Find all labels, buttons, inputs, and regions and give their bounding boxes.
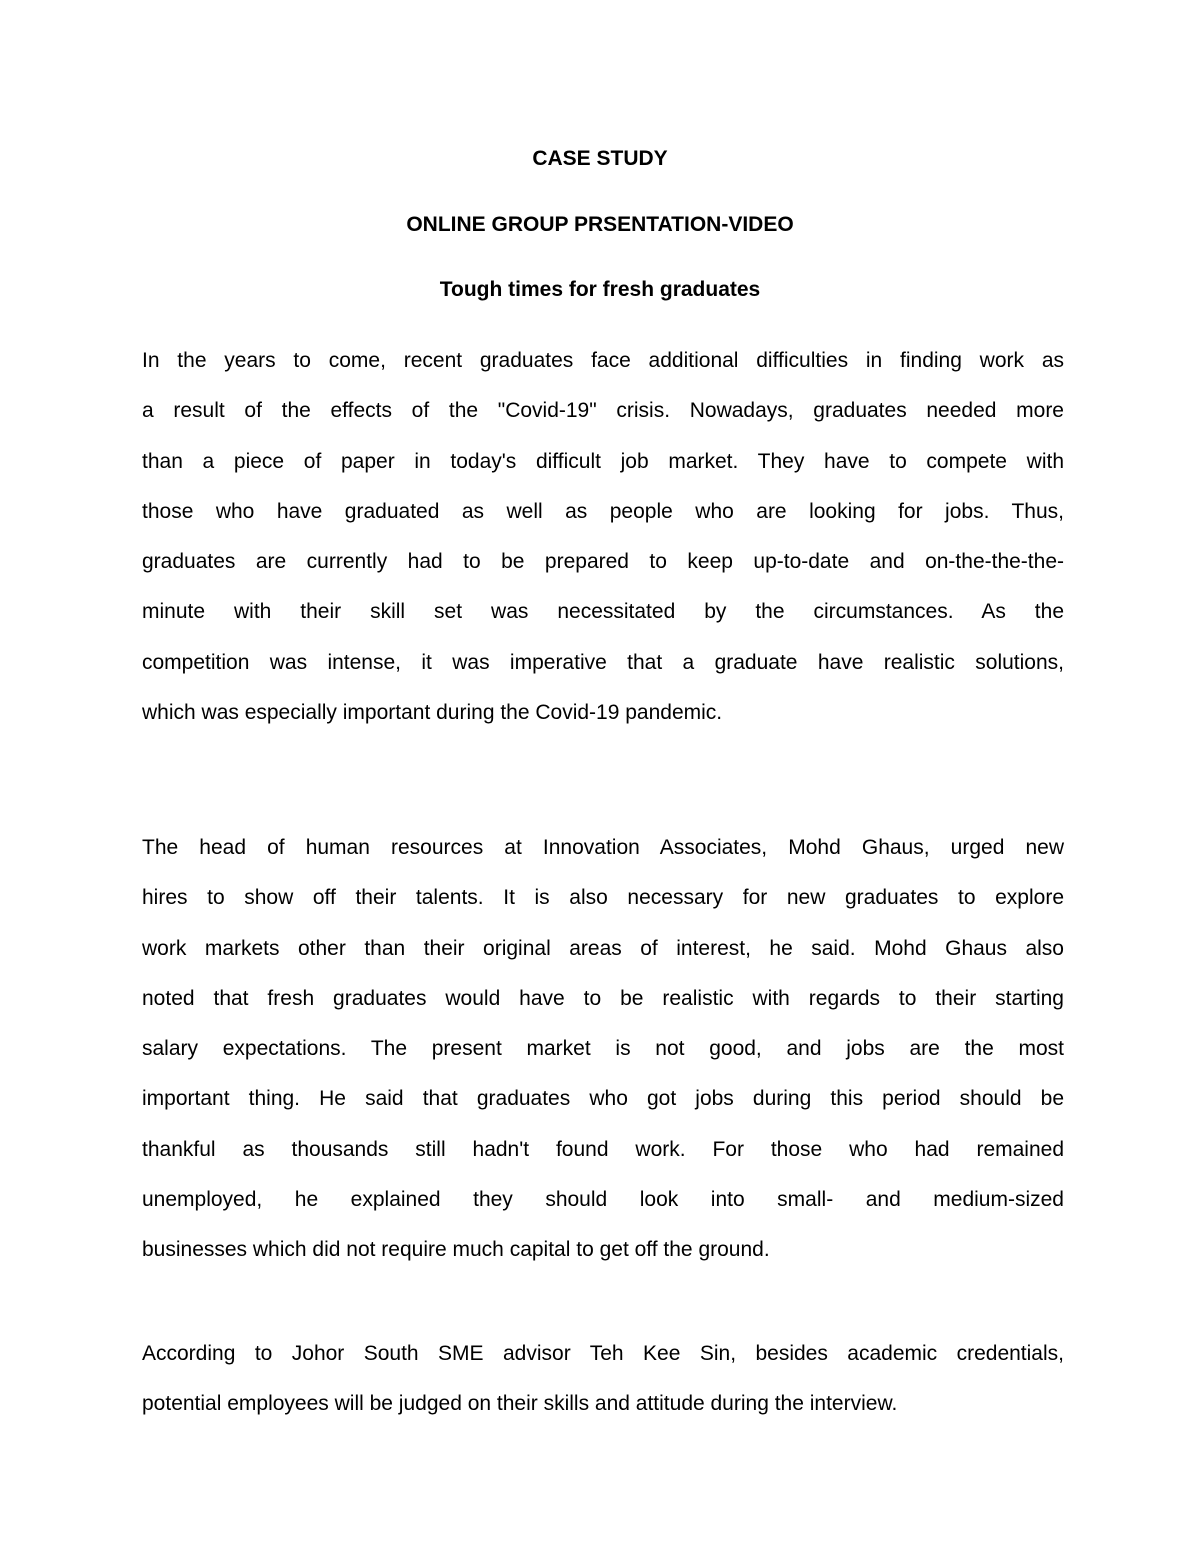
paragraph-line: those who have graduated as well as people who are looking for jobs. Thus, — [142, 499, 1064, 523]
paragraph-line: which was especially important during the Covid-19 pandemic. — [142, 701, 723, 725]
paragraph-line: graduates are currently had to be prepared to keep up-to-date and on-the-the-the- — [142, 550, 1064, 574]
paragraph-line: a result of the effects of the "Covid-19" crisis. Nowadays, graduates needed more — [142, 399, 1064, 423]
paragraph-line: The head of human resources at Innovation Associates, Mohd Ghaus, urged new — [142, 836, 1064, 859]
paragraph-covid-difficulties — [142, 336, 1064, 738]
paragraph-line: competition was intense, it was imperative that a graduate have realistic solutions, — [142, 650, 1064, 674]
heading-case-study: CASE STUDY — [532, 147, 668, 170]
paragraph-line: noted that fresh graduates would have to be realistic with regards to their starting — [142, 986, 1064, 1010]
paragraph-line: work markets other than their original areas of interest, he said. Mohd Ghaus also — [142, 936, 1064, 960]
paragraph-teh-kee-sin — [142, 1329, 1064, 1430]
paragraph-line: potential employees will be judged on their skills and attitude during the interview. — [142, 1392, 898, 1416]
paragraph-mohd-ghaus — [142, 823, 1064, 1276]
paragraph-line: important thing. He said that graduates who got jobs during this period should be — [142, 1087, 1064, 1111]
paragraph-line: minute with their skill set was necessitated by the circumstances. As the — [142, 600, 1064, 624]
paragraph-line: businesses which did not require much capital to get off the ground. — [142, 1238, 770, 1262]
paragraph-line: than a piece of paper in today's difficult job market. They have to compete with — [142, 449, 1064, 473]
paragraph-line: According to Johor South SME advisor Teh Kee Sin, besides academic credentials, — [142, 1342, 1064, 1365]
paragraph-line: salary expectations. The present market is not good, and jobs are the most — [142, 1037, 1064, 1061]
paragraph-line: hires to show off their talents. It is also necessary for new graduates to explore — [142, 886, 1064, 910]
paragraph-line: In the years to come, recent graduates face additional difficulties in finding work as — [142, 349, 1064, 372]
document-title: Tough times for fresh graduates — [439, 278, 761, 301]
heading-assignment: ONLINE GROUP PRSENTATION-VIDEO — [406, 213, 794, 236]
paragraph-line: thankful as thousands still hadn't found work. For those who had remained — [142, 1137, 1064, 1161]
paragraph-line: unemployed, he explained they should look into small- and medium-sized — [142, 1188, 1064, 1212]
